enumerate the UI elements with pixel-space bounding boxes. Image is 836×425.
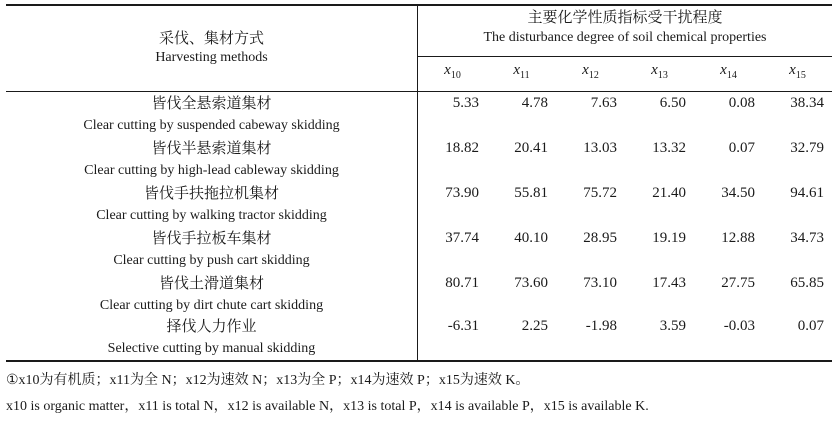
value-cell: 32.79 [790, 140, 824, 156]
value-cell: 37.74 [445, 230, 479, 246]
value-cell: 80.71 [445, 275, 479, 291]
column-header: $x_{11}$ [513, 62, 530, 81]
column-header: $x_{12}$ [582, 62, 599, 81]
value-cell: -1.98 [585, 318, 617, 334]
value-cell: 13.32 [652, 140, 686, 156]
row-values [418, 230, 832, 247]
value-cell: 5.33 [452, 95, 479, 111]
value-cell: 3.59 [659, 318, 686, 334]
method-cn: 皆伐全悬索道集材 [151, 96, 272, 112]
table-row [6, 273, 832, 317]
value-cell: 75.72 [583, 185, 617, 201]
value-cell: 0.08 [728, 95, 755, 111]
row-values [418, 140, 832, 157]
table-row [6, 316, 832, 360]
method-en: Clear cutting by high-lead cableway skidding [84, 163, 339, 178]
method-cn: 皆伐土滑道集材 [158, 276, 264, 292]
method-en: Selective cutting by manual skidding [107, 341, 316, 356]
value-cell: 17.43 [652, 275, 686, 291]
value-cell: 7.63 [590, 95, 617, 111]
value-cell: -0.03 [723, 318, 755, 334]
indicator-header-en: The disturbance degree of soil chemical properties [483, 30, 767, 45]
value-cell: 20.41 [514, 140, 548, 156]
value-cell: 27.75 [721, 275, 755, 291]
value-cell: 12.88 [721, 230, 755, 246]
column-headers [418, 62, 832, 86]
value-cell: 0.07 [728, 140, 755, 156]
value-cell: 34.73 [790, 230, 824, 246]
value-cell: 40.10 [514, 230, 548, 246]
value-cell: 28.95 [583, 230, 617, 246]
column-header: $x_{13}$ [651, 62, 668, 81]
method-en: Clear cutting by suspended cabeway skidding [83, 118, 340, 133]
value-cell: -6.31 [447, 318, 479, 334]
method-cn: 择伐人力作业 [166, 319, 257, 335]
method-header-cn: 采伐、集材方式 [158, 31, 264, 47]
method-en: Clear cutting by walking tractor skidding [96, 208, 327, 223]
value-cell: 2.25 [521, 318, 548, 334]
indicator-header-cn: 主要化学性质指标受干扰程度 [527, 10, 723, 26]
footnote-en: x10 is organic matter，x11 is total N，x12 is available N，x13 is total P，x14 is available P，x15 is available K. [6, 399, 649, 414]
table-row [6, 93, 832, 137]
value-cell: 6.50 [659, 95, 686, 111]
table-row [6, 183, 832, 227]
row-values [418, 318, 832, 335]
value-cell: 94.61 [790, 185, 824, 201]
value-cell: 0.07 [797, 318, 824, 334]
column-header: $x_{15}$ [789, 62, 806, 81]
row-values [418, 185, 832, 202]
value-cell: 65.85 [790, 275, 824, 291]
value-cell: 55.81 [514, 185, 548, 201]
column-header: $x_{14}$ [720, 62, 737, 81]
table-footnotes [6, 368, 832, 420]
table-bottom-rule [6, 360, 832, 362]
method-header [6, 5, 417, 92]
value-cell: 38.34 [790, 95, 824, 111]
table-row [6, 138, 832, 182]
method-en: Clear cutting by dirt chute cart skidding [99, 298, 324, 313]
value-cell: 21.40 [652, 185, 686, 201]
method-en: Clear cutting by push cart skidding [113, 253, 310, 268]
method-header-en: Harvesting methods [155, 50, 268, 65]
method-cn: 皆伐手拉板车集材 [151, 231, 272, 247]
footnote-cn: ①x10为有机质；x11为全 N；x12为速效 N；x13为全 P；x14为速效 P；x15为速效 K。 [6, 373, 530, 388]
method-cn: 皆伐手扶拖拉机集材 [143, 186, 279, 202]
column-header: $x_{10}$ [444, 62, 461, 81]
value-cell: 73.60 [514, 275, 548, 291]
value-cell: 18.82 [445, 140, 479, 156]
value-cell: 73.90 [445, 185, 479, 201]
value-cell: 13.03 [583, 140, 617, 156]
value-cell: 73.10 [583, 275, 617, 291]
column-group-rule [418, 56, 832, 57]
value-cell: 19.19 [652, 230, 686, 246]
row-values [418, 95, 832, 112]
method-cn: 皆伐半悬索道集材 [151, 141, 272, 157]
header-bottom-rule [6, 91, 832, 92]
row-values [418, 275, 832, 292]
table-row [6, 228, 832, 272]
indicator-header [418, 8, 832, 52]
value-cell: 4.78 [521, 95, 548, 111]
value-cell: 34.50 [721, 185, 755, 201]
